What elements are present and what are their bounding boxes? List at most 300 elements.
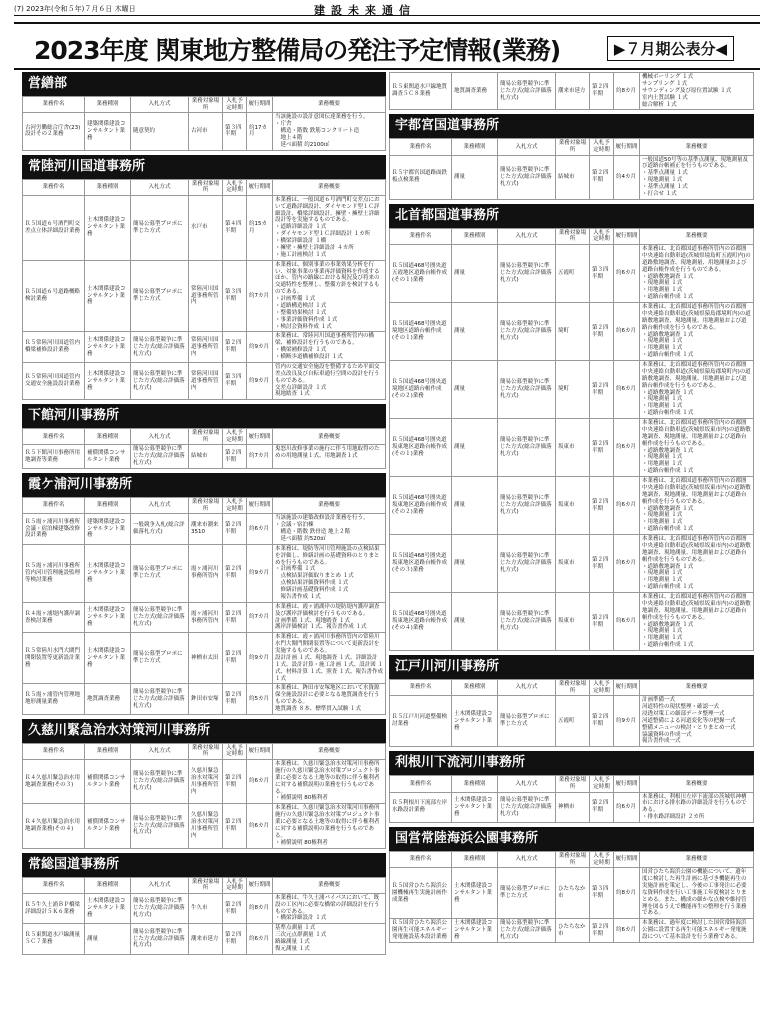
table-header-row (23, 498, 386, 514)
task-category: 地質調査業務 (452, 73, 498, 110)
task-location: 霞ヶ浦河川事務所管内 (189, 602, 223, 633)
task-category: 測量 (452, 155, 498, 199)
task-location: 境町 (556, 361, 590, 419)
order-table (22, 96, 386, 151)
table-row (23, 924, 386, 955)
column-header: 入札予定時期 (223, 877, 247, 893)
contract-term: 約6カ月 (614, 535, 640, 593)
task-summary: 本業務は、一般国道６号酒門町交差点において道路詳細設計、ダイヤモンド型１Ｃ詳細設計、橋梁詳細設計、擁壁・擁壁土詳細設計等を実施するものである。 ・道路詳細設計 １式 ・ダイヤモンド型１Ｃ詳細設計 １カ所 ・橋梁詳細設計 １橋 ・擁壁・擁壁土詳細設計 ４カ所 ・施工計画検討 １式 (273, 195, 386, 260)
task-category: 補償関係コンサルタント業務 (85, 445, 131, 469)
column-header: 履行期間 (247, 97, 273, 113)
office-section (389, 72, 754, 110)
column-header: 入札方式 (131, 97, 189, 113)
table-row (390, 155, 754, 199)
office-heading: 久慈川緊急治水対策河川事務所 (22, 719, 386, 743)
task-category: 土木関係建設コンサルタント業務 (85, 602, 131, 633)
office-heading: 宇都宮国道事務所 (389, 114, 754, 138)
table-row (23, 602, 386, 633)
column-header: 業務件名 (23, 429, 85, 445)
bid-period: 第２四半期 (223, 924, 247, 955)
task-name: Ｒ５利根川下流部左岸水路設計業務 (390, 792, 452, 823)
bid-period: 第２四半期 (223, 544, 247, 602)
table-row (23, 893, 386, 924)
column-header: 業務概要 (640, 139, 754, 155)
task-location: 常陸河川国道事務所管内 (189, 260, 223, 332)
order-table (389, 775, 754, 823)
bid-method: 簡易公募型プロポに準じた方式 (131, 544, 189, 602)
table-row (23, 260, 386, 332)
task-name: Ｒ５国道468号圏央道境地区道路台帳作成(その１)業務 (390, 303, 452, 361)
table-header-row (390, 228, 754, 244)
task-category: 測量 (452, 477, 498, 535)
order-table (389, 679, 754, 747)
table-row (23, 760, 386, 804)
contract-term: 約7カ月 (247, 260, 273, 332)
column-header: 業務概要 (273, 877, 386, 893)
bid-period: 第２四半期 (223, 804, 247, 848)
task-location: 潮来市延方 (556, 73, 590, 110)
task-category: 建築関係建設コンサルタント業務 (85, 514, 131, 545)
bid-period: 第２四半期 (590, 919, 614, 943)
task-summary: 本業務は、鉾田市安塚地区において水資源保全施設設計に必要となる地質調査を行うものである。 地質調査 ８本、標準貫入試験 １式 (273, 684, 386, 715)
column-header: 入札方式 (498, 228, 556, 244)
task-category: 土木関係建設コンサルタント業務 (85, 633, 131, 684)
table-row (23, 332, 386, 363)
task-category: 土木関係建設コンサルタント業務 (452, 792, 498, 823)
column-header: 入札予定時期 (223, 429, 247, 445)
task-name: Ｒ４久慈川緊急治水用地調査業務(その４) (23, 804, 85, 848)
task-location: 結城市 (189, 445, 223, 469)
table-header-row (23, 429, 386, 445)
task-name: Ｒ５国道468号圏央道五霞地区道路台帳作成(その１)業務 (390, 245, 452, 303)
task-name: Ｒ５常陸河川国道管内交通安全施設設計業務 (23, 362, 85, 399)
bid-period: 第２四半期 (223, 602, 247, 633)
column-header: 履行期間 (614, 776, 640, 792)
table-row (23, 684, 386, 715)
office-heading: 北首都国道事務所 (389, 204, 754, 228)
table-header-row (390, 852, 754, 868)
column-header: 入札方式 (498, 680, 556, 696)
bid-method: 簡易公募型プロポに準じた方式 (131, 633, 189, 684)
column-header: 入札予定時期 (590, 228, 614, 244)
contract-term: 約6カ月 (247, 514, 273, 545)
table-row (390, 419, 754, 477)
office-heading: 常総国道事務所 (22, 853, 386, 877)
table-row (390, 696, 754, 747)
contract-term: 約8カ月 (614, 73, 640, 110)
task-name: Ｒ５国道６号酒門町交差点立体詳細設計業務 (23, 195, 85, 260)
task-summary: 機械ボーリング １式 サンプリング １式 サウンディング及び原位置試験 １式 室内土質試験 １式 総合解析 １式 (640, 73, 754, 110)
task-summary: 本業務は、霞ヶ浦湖岸の堤防堤内護岸調査及び護岸評価検討を行うものである。 計画準備 １式、現地踏査 １式 護岸評価検討 １式、報告書作成 １式 (273, 602, 386, 633)
order-table (22, 428, 386, 469)
column-header: 業務件名 (390, 852, 452, 868)
bid-period: 第３四半期 (223, 362, 247, 399)
bid-method: 簡易公募型競争に準じた方式(総合評価落札方式) (498, 593, 556, 651)
task-summary: 当該施設の建築改修設計業務を行う。 ・会議・宿泊棟 構造・階数 鉄骨造 地上２階 延べ面積 約520㎡ (273, 514, 386, 545)
task-location: 境町 (556, 303, 590, 361)
column-header: 入札予定時期 (223, 498, 247, 514)
task-name: Ｒ５国道468号圏央道坂東地区道路台帳作成(その２)業務 (390, 477, 452, 535)
office-section (22, 404, 386, 469)
task-category: 測量 (452, 419, 498, 477)
column-header: 業務対象場所 (556, 776, 590, 792)
bid-period: 第２四半期 (590, 155, 614, 199)
task-name: Ｒ５東関道水戸線地質調査５Ｃ８業務 (390, 73, 452, 110)
task-location: 結城市 (556, 155, 590, 199)
task-category: 土木関係建設コンサルタント業務 (85, 195, 131, 260)
task-category: 測量 (452, 593, 498, 651)
task-summary: 本業務は、常陸河川国道事務所管内の橋梁、補修設計を行うものである。 ・橋梁補修設計 １式 ・横断歩道橋補修設計 １式 (273, 332, 386, 363)
article-title-block (14, 22, 760, 70)
bid-period: 第２四半期 (590, 593, 614, 651)
bid-method: 簡易公募型競争に準じた方式(総合評価落札方式) (498, 245, 556, 303)
page-dateline: (7) 2023年(令和５年)７月６日 木曜日 (14, 5, 136, 13)
task-category: 測量 (452, 361, 498, 419)
column-header: 入札方式 (131, 743, 189, 759)
column-header: 業務概要 (273, 498, 386, 514)
table-header-row (390, 139, 754, 155)
contract-term: 約9カ月 (247, 362, 273, 399)
task-name: Ｒ５宇都宮国道路面鉄板点検業務 (390, 155, 452, 199)
task-name: Ｒ５国営ひたち海浜公園機械再生実施計画作成業務 (390, 868, 452, 919)
task-name: Ｒ５国道468号圏央道坂東地区道路台帳作成(その１)業務 (390, 419, 452, 477)
column-header: 業務種別 (85, 179, 131, 195)
column-header: 業務種別 (85, 429, 131, 445)
column-header: 業務件名 (390, 139, 452, 155)
table-row (390, 361, 754, 419)
bid-method: 簡易公募型プロポに準じた方式 (498, 696, 556, 747)
office-section (22, 473, 386, 715)
contract-term: 約9カ月 (247, 332, 273, 363)
task-summary: 本業務は、北首都国道事務所管内の首都圏中央連絡自動車道(茨城県坂東市内)の道路敷地調査、現地測量、用地測量および道路台帳作成を行うものである。 ・道路敷地調査 １式 ・現地測量 １式 ・用地測量 １式 ・道路台帳作成 １式 (640, 535, 754, 593)
column-header: 業務種別 (452, 852, 498, 868)
column-header: 業務対象場所 (556, 228, 590, 244)
column-header: 入札方式 (498, 139, 556, 155)
table-row (390, 868, 754, 919)
bid-period: 第３四半期 (590, 245, 614, 303)
bid-period: 第２四半期 (590, 535, 614, 593)
table-row (390, 73, 754, 110)
column-header: 入札予定時期 (590, 776, 614, 792)
table-row (390, 593, 754, 651)
contract-term: 約6カ月 (614, 419, 640, 477)
column-header: 入札予定時期 (590, 852, 614, 868)
task-name: Ｒ５霞ヶ浦管内管理地地形測量業務 (23, 684, 85, 715)
left-column (22, 72, 386, 959)
table-row (23, 544, 386, 602)
column-header: 業務概要 (640, 776, 754, 792)
column-header: 入札方式 (131, 179, 189, 195)
office-heading: 下館河川事務所 (22, 404, 386, 428)
task-location: 古河市 (189, 113, 223, 150)
period-tag: ▶７月期公表分◀ (607, 36, 734, 61)
task-name: Ｒ５下館河川事務所用地調査等業務 (23, 445, 85, 469)
bid-method: 簡易公募型競争に準じた方式(総合評価落札方式) (498, 919, 556, 943)
bid-method: 簡易公募型競争に準じた方式(総合評価落札方式) (131, 760, 189, 804)
table-header-row (390, 680, 754, 696)
office-heading: 国営常陸海浜公園事務所 (389, 827, 754, 851)
table-row (23, 804, 386, 848)
office-heading: 霞ケ浦河川事務所 (22, 473, 386, 497)
task-name: 古河労働総合庁舎(23)設計その２業務 (23, 113, 85, 150)
bid-period: 第２四半期 (223, 760, 247, 804)
bid-period: 第２四半期 (223, 684, 247, 715)
task-summary: 本業務は、個別事業の事業効果分析を行い、対象事業の事業再評価資料を作成するほか、管内の路線における現況及び将来の交通特性を整理し、整備方針を検討するものである。 ・計画準備 １式 ・道路構造検討 １式 ・整備効果検討 １式 ・事業評価資料作成 １式 ・検討会資料作成 １式 (273, 260, 386, 332)
task-name: Ｒ５霞ヶ浦河川事務所会議・宿泊棟建築改修設計業務 (23, 514, 85, 545)
task-summary: 計画準備一式 河道特性の現状整理・確認一式 浸透対策工の細部データ整理一式 河道整備による河道変化等の把握一式 整備メニューの検討・とりまとめ一式 協議資料の作成一式 報告書作成一式 (640, 696, 754, 747)
column-header: 業務件名 (23, 179, 85, 195)
contract-term: 約7カ月 (247, 445, 273, 469)
order-table (389, 138, 754, 199)
bid-period: 第２四半期 (223, 893, 247, 924)
bid-method: 一般競争入札(総合評価落札方式) (131, 514, 189, 545)
task-summary: 本業務は、北首都国道事務所管内の首都圏中央連絡自動車道(茨城県境島町五霞町内)の道路敷地調査、現地測量、用地測量および道路台帳作成を行うものである。 ・道路敷地調査 １式 ・現地測量 １式 ・用地測量 １式 ・道路台帳作成 １式 (640, 245, 754, 303)
bid-method: 簡易公募型競争に準じた方式(総合評価落札方式) (498, 303, 556, 361)
office-heading: 江戸川河川事務所 (389, 655, 754, 679)
contract-term: 約6カ月 (614, 919, 640, 943)
column-header: 業務種別 (452, 680, 498, 696)
order-table (22, 877, 386, 955)
order-table (389, 72, 754, 110)
table-row (23, 633, 386, 684)
table-header-row (390, 776, 754, 792)
office-section (389, 655, 754, 747)
column-header: 入札予定時期 (223, 743, 247, 759)
task-name: Ｒ５国道６号道路概略検討業務 (23, 260, 85, 332)
column-header: 業務件名 (23, 877, 85, 893)
bid-method: 簡易公募型競争に準じた方式(総合評価落札方式) (131, 332, 189, 363)
table-row (23, 514, 386, 545)
table-row (23, 195, 386, 260)
column-header: 業務件名 (390, 228, 452, 244)
bid-period: 第３四半期 (223, 260, 247, 332)
column-header: 入札予定時期 (590, 680, 614, 696)
bid-period: 第２四半期 (590, 696, 614, 747)
column-header: 業務概要 (640, 228, 754, 244)
column-header: 業務種別 (452, 139, 498, 155)
task-summary: 本業務は、堤防等河川管理施設の点検結果を評価し、修繕計画の基礎資料のとりまとめを行うものである。 ・計画準備 １式 点検結果評価取りまとめ １式 点検結果評価資料作成 １式 修繕計画基礎資料作成 １式 報告書作成 １式 (273, 544, 386, 602)
task-category: 土木関係建設コンサルタント業務 (452, 868, 498, 919)
column-header: 業務対象場所 (189, 877, 223, 893)
bid-method: 簡易公募型競争に準じた方式(総合評価落札方式) (498, 155, 556, 199)
column-header: 業務対象場所 (556, 852, 590, 868)
task-name: Ｒ５牛久土浦ＢＰ橋梁詳細設計５Ｋ６業務 (23, 893, 85, 924)
column-header: 履行期間 (247, 498, 273, 514)
task-location: 潮来市潮来3510 (189, 514, 223, 545)
task-category: 土木関係建設コンサルタント業務 (85, 332, 131, 363)
order-table (22, 179, 386, 401)
newspaper-masthead: 建設未来通信 (314, 4, 416, 17)
office-heading: 利根川下流河川事務所 (389, 751, 754, 775)
contract-term: 約6カ月 (614, 303, 640, 361)
task-name: Ｒ５国道468号圏央道境地区道路台帳作成(その２)業務 (390, 361, 452, 419)
bid-period: 第２四半期 (590, 303, 614, 361)
contract-term: 約4カ月 (614, 155, 640, 199)
column-header: 履行期間 (247, 429, 273, 445)
bid-method: 簡易公募型競争に準じた方式(総合評価落札方式) (498, 477, 556, 535)
column-header: 業務件名 (23, 498, 85, 514)
contract-term: 約7カ月 (247, 602, 273, 633)
office-section (22, 72, 386, 151)
table-header-row (23, 877, 386, 893)
task-location: 潮来市延方 (189, 924, 223, 955)
task-location: 霞ヶ浦河川事務所管内 (189, 544, 223, 602)
order-table (389, 851, 754, 943)
column-header: 業務対象場所 (189, 743, 223, 759)
task-name: Ｒ５常陸川水門大閘門開閉装置等更新設計業務 (23, 633, 85, 684)
contract-term: 約6カ月 (247, 804, 273, 848)
task-location: 常陸河川国道事務所管内 (189, 362, 223, 399)
task-location: 神栖市太田 (189, 633, 223, 684)
task-summary: 本業務は、過年度に検討した国営常陸海浜公園に設置する再生可能エネルギー発電施設について基本設計を行う業務である。 (640, 919, 754, 943)
contract-term: 約6カ月 (614, 245, 640, 303)
task-summary: 本業務は、北首都国道事務所管内の首都圏中央連絡自動車道(茨城県坂東市内)の道路敷地調査、現地測量、用地測量および道路台帳作成を行うものである。 ・道路敷地調査 １式 ・現地測量 １式 ・用地測量 １式 ・道路台帳作成 １式 (640, 477, 754, 535)
column-header: 業務件名 (23, 743, 85, 759)
column-header: 入札方式 (131, 429, 189, 445)
task-summary: 国営ひたち海浜公園の機能について、遺年度に検討した再生計画に基づき機能再生の実施計画を策定し、今後の工事発注に必要な資料作成を行い工事施工年度検討とりまとめる。また、構成の細かな点検や維持管理を図るうえで機能再生の整理を行う業務である。 (640, 868, 754, 919)
column-header: 業務種別 (452, 776, 498, 792)
contract-term: 約8カ月 (247, 893, 273, 924)
office-section (389, 204, 754, 651)
bid-method: 簡易公募型競争に準じた方式(総合評価落札方式) (498, 73, 556, 110)
contract-term: 約17カ月 (247, 113, 273, 150)
task-location: 久慈川緊急治水対策河川事務所管内 (189, 804, 223, 848)
task-name: Ｒ４霞ヶ浦堤内護岸調査検討業務 (23, 602, 85, 633)
bid-method: 簡易公募型競争に準じた方式(総合評価落札方式) (131, 924, 189, 955)
task-location: 牛久市 (189, 893, 223, 924)
task-name: Ｒ５常陸河川国道管内橋梁補修設計業務 (23, 332, 85, 363)
task-summary: 本業務は、牛久土浦バイパスにおいて、既設の工区内に必要な橋梁の詳細設計を行うものである。 ・橋梁詳細設計 １式 (273, 893, 386, 924)
task-summary: 本業務は、久慈川緊急治水対策河川事務所施行の久慈川緊急治水対策プロジェクト事業に必要となる土地等の取得に伴う権利者に対する補償説明の業務を行うものである。 ・補償説明 80権利者 (273, 760, 386, 804)
bid-method: 簡易公募型競争に準じた方式(総合評価落札方式) (131, 362, 189, 399)
task-category: 測量 (85, 924, 131, 955)
task-category: 土木関係建設コンサルタント業務 (452, 696, 498, 747)
bid-period: 第２四半期 (223, 445, 247, 469)
bid-method: 簡易公募型競争に準じた方式(総合評価落札方式) (131, 684, 189, 715)
task-location: 坂東市 (556, 419, 590, 477)
bid-period: 第２四半期 (590, 792, 614, 823)
table-row (390, 245, 754, 303)
contract-term: 約5カ月 (247, 684, 273, 715)
article-title: 2023年度 関東地方整備局の発注予定情報(業務) (34, 36, 561, 65)
table-row (23, 445, 386, 469)
task-location: 神栖市 (556, 792, 590, 823)
order-table (389, 228, 754, 651)
task-location: ひたちなか市 (556, 868, 590, 919)
table-row (390, 535, 754, 593)
task-location: 坂東市 (556, 535, 590, 593)
task-summary: 本業務は、久慈川緊急治水対策河川事務所施行の久慈川緊急治水対策プロジェクト事業に必要となる土地等の取得に伴う権利者に対する補償説明の業務を行うものである。 ・補償説明 80権利者 (273, 804, 386, 848)
bid-method: 簡易公募型プロポに準じた方式 (498, 868, 556, 919)
column-header: 業務対象場所 (189, 179, 223, 195)
task-name: Ｒ５江戸川河道整備検討業務 (390, 696, 452, 747)
table-row (23, 362, 386, 399)
bid-period: 第３四半期 (590, 868, 614, 919)
bid-method: 随意契約 (131, 113, 189, 150)
column-header: 業務概要 (640, 852, 754, 868)
office-section (389, 751, 754, 823)
bid-period: 第２四半期 (223, 332, 247, 363)
contract-term: 約9カ月 (614, 696, 640, 747)
column-header: 業務種別 (452, 228, 498, 244)
page-header (14, 2, 760, 16)
column-header: 履行期間 (614, 228, 640, 244)
task-location: 五霞町 (556, 696, 590, 747)
bid-method: 簡易公募型プロポに準じた方式 (131, 260, 189, 332)
table-row (390, 303, 754, 361)
task-name: Ｒ５国道468号圏央道坂東地区道路台帳作成(その４)業務 (390, 593, 452, 651)
bid-method: 簡易公募型競争に準じた方式(総合評価落札方式) (131, 893, 189, 924)
table-header-row (23, 743, 386, 759)
column-header: 入札予定時期 (590, 139, 614, 155)
contract-term: 約6カ月 (247, 924, 273, 955)
task-summary: 鬼怒川改修事業の施行に伴う用地取得のための用地測量１式、用地調査１式 (273, 445, 386, 469)
task-location: 久慈川緊急治水対策河川事務所管内 (189, 760, 223, 804)
column-header: 履行期間 (614, 680, 640, 696)
bid-period: 第２四半期 (590, 361, 614, 419)
task-name: Ｒ４久慈川緊急治水用地調査業務(その３) (23, 760, 85, 804)
task-summary: 本業務は、利根川左岸下流部の茨城県神栖市における排水路の詳細設計を行うものである。 ・排水路詳細設計 ２カ所 (640, 792, 754, 823)
column-header: 入札方式 (498, 776, 556, 792)
task-summary: 管内の交通安全施設を整備するため平面交差点改良及び自転車通行空間の設計を行うものである。 交差点詳細設計 １式 現地踏査 １式 (273, 362, 386, 399)
task-name: Ｒ５東関道水戸線測量５Ｃ７業務 (23, 924, 85, 955)
office-section (22, 853, 386, 955)
column-header: 業務種別 (85, 498, 131, 514)
order-table (22, 743, 386, 849)
bid-method: 簡易公募型競争に準じた方式(総合評価落札方式) (498, 419, 556, 477)
column-header: 業務種別 (85, 743, 131, 759)
column-header: 履行期間 (247, 877, 273, 893)
bid-method: 簡易公募型プロポに準じた方式 (131, 195, 189, 260)
task-summary: 本業務は、霞ヶ浦河川事務所管内の常陸川水門大閘門開閉装置等について更新設計を実施するものである。 設計計画 １式、現地調査 １式、詳細設計 １式、設計計算・施工計画 １式、設計図 １式、材料計算 １式、照査 １式、報告書作成 １式 (273, 633, 386, 684)
column-header: 入札予定時期 (223, 179, 247, 195)
bid-method: 簡易公募型競争に準じた方式(総合評価落札方式) (131, 602, 189, 633)
contract-term: 約6カ月 (614, 593, 640, 651)
task-name: Ｒ５国道468号圏央道坂東地区道路台帳作成(その３)業務 (390, 535, 452, 593)
column-header: 業務概要 (640, 680, 754, 696)
contract-term: 約6カ月 (614, 361, 640, 419)
task-summary: 本業務は、北首都国道事務所管内の首都圏中央連絡自動車道(茨城県猿島郡境町内)の道路敷地調査、現地測量、用地測量および道路台帳作成を行うものである。 ・道路敷地調査 １式 ・現地測量 １式 ・用地測量 １式 ・道路台帳作成 １式 (640, 361, 754, 419)
task-name: Ｒ５霞ヶ浦河川事務所管内河川管理施設監理等検討業務 (23, 544, 85, 602)
column-header: 業務対象場所 (189, 429, 223, 445)
task-category: 測量 (452, 535, 498, 593)
bid-period: 第３四半期 (223, 113, 247, 150)
office-section (389, 827, 754, 943)
bid-period: 第４四半期 (223, 195, 247, 260)
task-category: 土木関係建設コンサルタント業務 (85, 893, 131, 924)
table-row (23, 113, 386, 150)
column-header: 業務概要 (273, 743, 386, 759)
contract-term: 約9カ月 (247, 544, 273, 602)
task-summary: 本業務は、北首都国道事務所管内の首都圏中央連絡自動車道(茨城県坂東市内)の道路敷地調査、現地測量、用地測量および道路台帳作成を行うものである。 ・道路敷地調査 １式 ・現地測量 １式 ・用地測量 １式 ・道路台帳作成 １式 (640, 593, 754, 651)
contract-term: 約6カ月 (247, 760, 273, 804)
task-category: 測量 (452, 303, 498, 361)
contract-term: 約15カ月 (247, 195, 273, 260)
column-header: 入札予定時期 (223, 97, 247, 113)
column-header: 業務件名 (390, 680, 452, 696)
task-category: 地質調査業務 (85, 684, 131, 715)
task-category: 補償関係コンサルタント業務 (85, 760, 131, 804)
column-header: 入札方式 (498, 852, 556, 868)
column-header: 業務対象場所 (556, 680, 590, 696)
bid-period: 第２四半期 (590, 73, 614, 110)
task-category: 土木関係建設コンサルタント業務 (452, 919, 498, 943)
bid-period: 第２四半期 (223, 514, 247, 545)
task-category: 建築関係建設コンサルタント業務 (85, 113, 131, 150)
order-table (22, 497, 386, 715)
task-summary: 一般国道50号等の基準点測量、現地測量及び道路台帳補正を行うものである。 ・基準点測量 １式 ・現地測量 １式 ・基準点測量 １式 ・打合せ １式 (640, 155, 754, 199)
bid-method: 簡易公募型競争に準じた方式(総合評価落札方式) (498, 535, 556, 593)
